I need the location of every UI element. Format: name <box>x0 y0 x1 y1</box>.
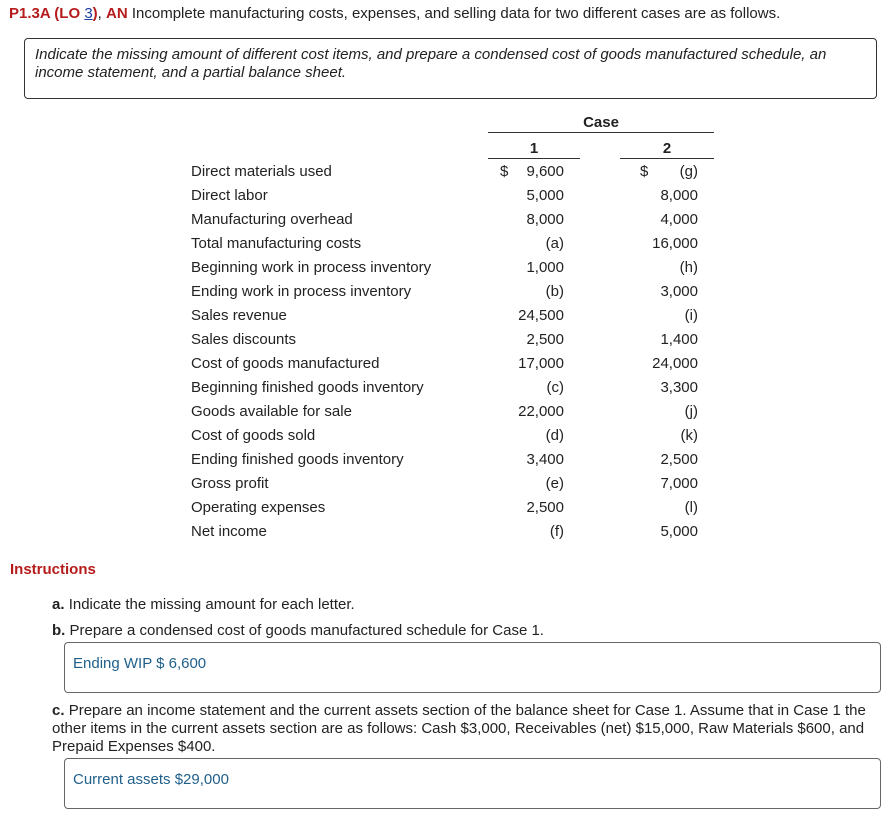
case-2-value: 7,000 <box>660 475 698 492</box>
row-label: Sales revenue <box>191 307 287 324</box>
instruction-a-letter: a. <box>52 596 65 613</box>
case-2-value: 3,300 <box>660 379 698 396</box>
case-group-header: Case <box>583 114 619 131</box>
instruction-a <box>52 596 355 614</box>
row-label: Direct labor <box>191 187 268 204</box>
case-1-value: (b) <box>545 283 564 300</box>
row-label: Direct materials used <box>191 163 332 180</box>
row-label: Beginning finished goods inventory <box>191 379 424 396</box>
header-comma: , <box>97 5 102 22</box>
answer-c-box[interactable] <box>64 758 881 809</box>
case-1-value: 24,500 <box>518 307 564 324</box>
case-1-value: 1,000 <box>526 259 564 276</box>
learning-objective-link[interactable]: 3 <box>84 5 93 22</box>
case-2-value: 8,000 <box>660 187 698 204</box>
instruction-c <box>52 702 884 756</box>
problem-header <box>9 5 780 22</box>
case-2-value: (i) <box>684 307 698 324</box>
row-label: Sales discounts <box>191 331 297 348</box>
intro-box <box>24 38 877 99</box>
skill-tag: AN <box>106 5 128 22</box>
case-1-value: (c) <box>546 379 564 396</box>
case-2-header-rule <box>620 158 714 159</box>
row-label: Goods available for sale <box>191 403 352 420</box>
case-1-value: (a) <box>545 235 564 252</box>
instruction-b <box>52 622 544 640</box>
case-1-value: 5,000 <box>526 187 564 204</box>
case-1-value: 2,500 <box>526 331 564 348</box>
row-label: Ending finished goods inventory <box>191 451 404 468</box>
instructions-title: Instructions <box>10 561 96 578</box>
case-2-value: 16,000 <box>652 235 698 252</box>
case-2-value: 1,400 <box>660 331 698 348</box>
row-label: Net income <box>191 523 267 540</box>
problem-code-close: ) <box>92 5 98 22</box>
row-label: Gross profit <box>191 475 269 492</box>
case-2-value: 5,000 <box>660 523 698 540</box>
case-2-currency: $ <box>640 163 649 180</box>
case-2-value: 24,000 <box>652 355 698 372</box>
case-1-value: 2,500 <box>526 499 564 516</box>
case-2-value: 4,000 <box>660 211 698 228</box>
problem-code: P1.3A (LO <box>9 5 81 22</box>
answer-b-box[interactable] <box>64 642 881 693</box>
row-label: Total manufacturing costs <box>191 235 362 252</box>
case-1-value: 9,600 <box>526 163 564 180</box>
row-label: Cost of goods manufactured <box>191 355 380 372</box>
case-1-value: (e) <box>545 475 564 492</box>
case-1-value: 8,000 <box>526 211 564 228</box>
row-label: Beginning work in process inventory <box>191 259 432 276</box>
case-1-value: (f) <box>549 523 564 540</box>
case-2-value: (h) <box>679 259 698 276</box>
intro-text: Indicate the missing amount of different cost items, and prepare a condensed cost of goods manufactured schedule, an income statement, and a partial balance sheet. <box>35 46 827 81</box>
case-1-header: 1 <box>529 140 539 157</box>
case-2-value: 2,500 <box>660 451 698 468</box>
case-2-value: (g) <box>679 163 698 180</box>
case-header-rule <box>488 132 714 133</box>
instruction-b-text: Prepare a condensed cost of goods manufactured schedule for Case 1. <box>69 622 544 639</box>
instruction-c-text: Prepare an income statement and the current assets section of the balance sheet for Case 1. Assume that in Case 1 the other items in the current assets section are as follows: Cash $3,000, Receivables (net) $15,000, Raw Materials $600, and Prepaid Expenses $400. <box>52 702 866 755</box>
case-2-value: 3,000 <box>660 283 698 300</box>
problem-description: Incomplete manufacturing costs, expenses, and selling data for two different cases are as follows. <box>131 5 781 22</box>
instruction-c-letter: c. <box>52 702 65 719</box>
case-1-currency: $ <box>500 163 509 180</box>
case-2-value: (k) <box>680 427 698 444</box>
answer-c-text: Current assets $29,000 <box>73 771 229 788</box>
answer-b-text: Ending WIP $ 6,600 <box>73 655 207 672</box>
case-2-header: 2 <box>662 140 672 157</box>
row-label: Operating expenses <box>191 499 326 516</box>
case-1-value: (d) <box>545 427 564 444</box>
row-label: Cost of goods sold <box>191 427 316 444</box>
case-2-value: (j) <box>684 403 698 420</box>
case-1-value: 22,000 <box>518 403 564 420</box>
instruction-a-text: Indicate the missing amount for each letter. <box>68 596 355 613</box>
case-2-value: (l) <box>684 499 698 516</box>
row-label: Manufacturing overhead <box>191 211 353 228</box>
case-1-value: 3,400 <box>526 451 564 468</box>
row-label: Ending work in process inventory <box>191 283 412 300</box>
case-1-header-rule <box>488 158 580 159</box>
instruction-b-letter: b. <box>52 622 66 639</box>
case-1-value: 17,000 <box>518 355 564 372</box>
